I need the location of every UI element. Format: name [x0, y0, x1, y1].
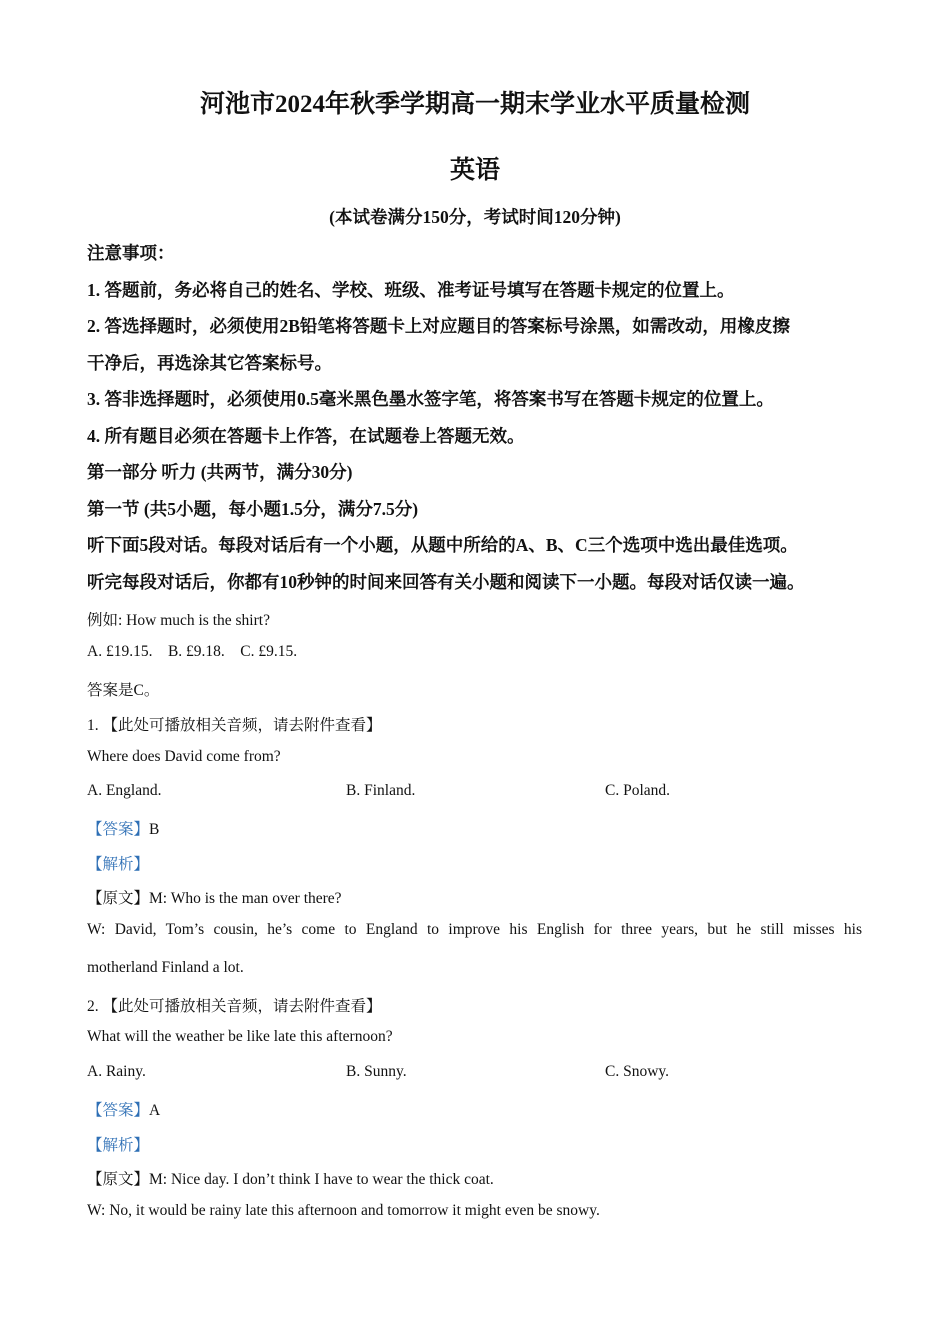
notice-item-4: 4. 所有题目必须在答题卡上作答，在试题卷上答题无效。: [87, 426, 525, 446]
notice-item-1: 1. 答题前，务必将自己的姓名、学校、班级、准考证号填写在答题卡规定的位置上。: [87, 280, 735, 300]
q1-original-label: 【原文】: [87, 890, 150, 907]
q1-answer: [87, 817, 159, 839]
q1-option-b: B. Finland.: [346, 782, 416, 799]
example-answer: 答案是C。: [87, 682, 160, 699]
q2-option-c: C. Snowy.: [605, 1063, 670, 1080]
q2-option-b: B. Sunny.: [346, 1063, 407, 1080]
q2-answer-label: 【答案】: [87, 1102, 150, 1119]
section1-heading: 第一节 (共5小题，每小题1.5分，满分7.5分): [87, 499, 419, 519]
q1-original-m-text: M: Who is the man over there?: [149, 890, 342, 907]
q2-answer-value: A: [149, 1102, 161, 1119]
q1-audio-note: 1. 【此处可播放相关音频，请去附件查看】: [87, 717, 382, 734]
subject-title: 英语: [449, 157, 500, 184]
q2-audio-note: 2. 【此处可播放相关音频，请去附件查看】: [87, 998, 382, 1015]
q1-option-c: C. Poland.: [605, 782, 671, 799]
page-title: 河池市2024年秋季学期高一期末学业水平质量检测: [199, 91, 750, 118]
q2-question: What will the weather be like late this afternoon?: [87, 1028, 393, 1045]
q1-question: Where does David come from?: [87, 748, 281, 765]
q1-original-m: [87, 886, 342, 908]
instructions-line-2: 听完每段对话后，你都有10秒钟的时间来回答有关小题和阅读下一小题。每段对话仅读一遍。: [87, 572, 805, 592]
instructions-line-1: 听下面5段对话。每段对话后有一个小题，从题中所给的A、B、C三个选项中选出最佳选项。: [87, 535, 798, 555]
q2-original-w: W: No, it would be rainy late this afternoon and tomorrow it might even be snowy.: [87, 1202, 600, 1219]
notice-item-2: 2. 答选择题时，必须使用2B铅笔将答题卡上对应题目的答案标号涂黑，如需改动，用橡皮擦: [87, 316, 790, 336]
example-options: A. £19.15. B. £9.18. C. £9.15.: [87, 643, 298, 660]
notice-item-3: 3. 答非选择题时，必须使用0.5毫米黑色墨水签字笔，将答案书写在答题卡规定的位置上。: [87, 389, 774, 409]
q2-analysis-label: 【解析】: [87, 1137, 150, 1154]
q2-original-m: [87, 1167, 494, 1189]
example-question: 例如: How much is the shirt?: [87, 612, 270, 629]
q1-answer-value: B: [149, 821, 160, 838]
q2-original-label: 【原文】: [87, 1171, 150, 1188]
q2-option-a: A. Rainy.: [87, 1063, 146, 1080]
q1-analysis-label: 【解析】: [87, 856, 150, 873]
q1-option-a: A. England.: [87, 782, 162, 799]
q1-original-w-line-1: W: David, Tom’s cousin, he’s come to England to improve his English for three years, but he still misses his: [87, 921, 862, 938]
q1-answer-label: 【答案】: [87, 821, 150, 838]
q2-answer: [87, 1098, 160, 1120]
exam-info: (本试卷满分150分，考试时间120分钟): [329, 207, 621, 227]
part1-heading: 第一部分 听力 (共两节，满分30分): [87, 462, 353, 482]
q2-original-m-text: M: Nice day. I don’t think I have to wear the thick coat.: [149, 1171, 494, 1188]
notice-heading: 注意事项：: [87, 243, 175, 263]
notice-item-2-cont: 干净后，再选涂其它答案标号。: [87, 353, 332, 373]
q1-original-w-line-2: motherland Finland a lot.: [87, 959, 244, 976]
